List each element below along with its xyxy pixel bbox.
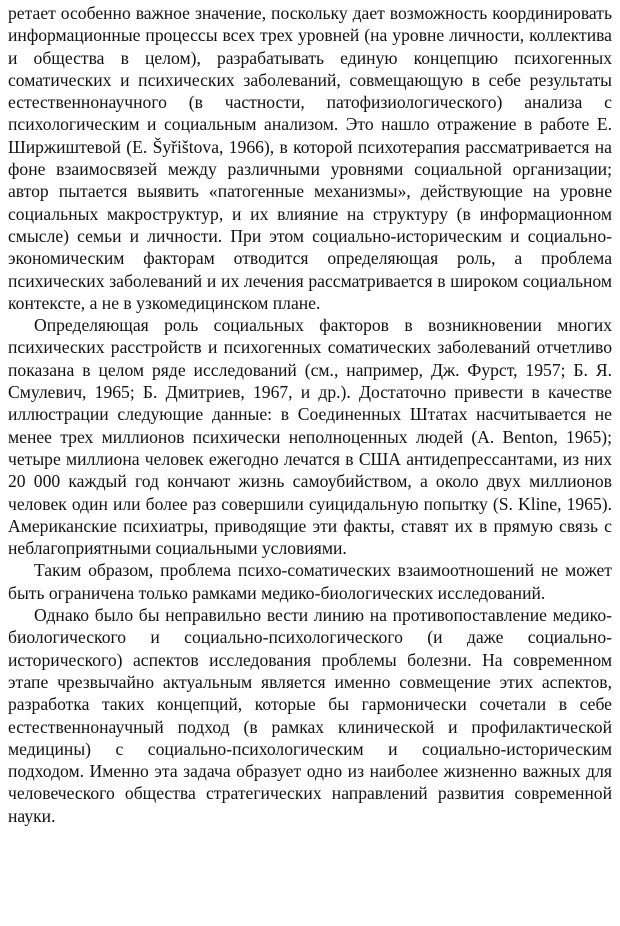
paragraph-4: Однако было бы неправильно вести линию на противопоставление медико-биологического и социально-психологического (и даже социально-исторического) аспектов исследования проблемы болезни. На современном этапе чрезвычайно актуальным является именно совмещение этих аспектов, разработка таких концепций, которые бы гармонически сочетали в себе естественнонаучный подход (в рамках клинической и профилактической медицины) с социально-психологическим и социально-историческим подходом. Именно эта задача образует одно из наиболее жизненно важных для человеческого общества стратегических направлений развития современной науки. <box>8 605 612 826</box>
paragraph-3: Таким образом, проблема психо-соматических взаимоотношений не может быть ограничена только рамками медико-биологических исследований. <box>8 560 612 603</box>
body-text <box>8 2 612 827</box>
paragraph-2: Определяющая роль социальных факторов в возникновении многих психических расстройств и психогенных соматических заболеваний отчетливо показана в целом ряде исследований (см., например, Дж. Фурст, 1957; Б. Я. Смулевич, 1965; Б. Дмитриев, 1967, и др.). Достаточно привести в качестве иллюстрации следующие данные: в Соединенных Штатах насчитывается не менее трех миллионов психически неполноценных людей (A. Benton, 1965); четыре миллиона человек ежегодно лечатся в США антидепрессантами, из них 20 000 каждый год кончают жизнь самоубийством, а около двух миллионов человек один или более раз совершили суицидальную попытку (S. Kline, 1965). Американские психиатры, приводящие эти факты, ставят их в прямую связь с неблагоприятными социальными условиями. <box>8 315 612 559</box>
paragraph-1: ретает особенно важное значение, поскольку дает возможность координировать информационные процессы всех трех уровней (на уровне личности, коллектива и общества в целом), разрабатывать единую концепцию психогенных соматических и психических заболеваний, совмещающую в себе результаты естественнонаучного (в частности, патофизиологического) анализа с психологическим и социальным анализом. Это нашло отражение в работе Е. Ширжиштевой (E. Šyřištova, 1966), в которой психотерапия рассматривается на фоне взаимосвязей между различными уровнями социальной организации; автор пытается выявить «патогенные механизмы», действующие на уровне социальных макроструктур, и их влияние на структуру (в информационном смысле) семьи и личности. При этом социально-историческим и социально-экономическим факторам отводится определяющая роль, а проблема психических заболеваний и их лечения рассматривается в широком социальном контексте, а не в узкомедицинском плане. <box>8 3 612 313</box>
